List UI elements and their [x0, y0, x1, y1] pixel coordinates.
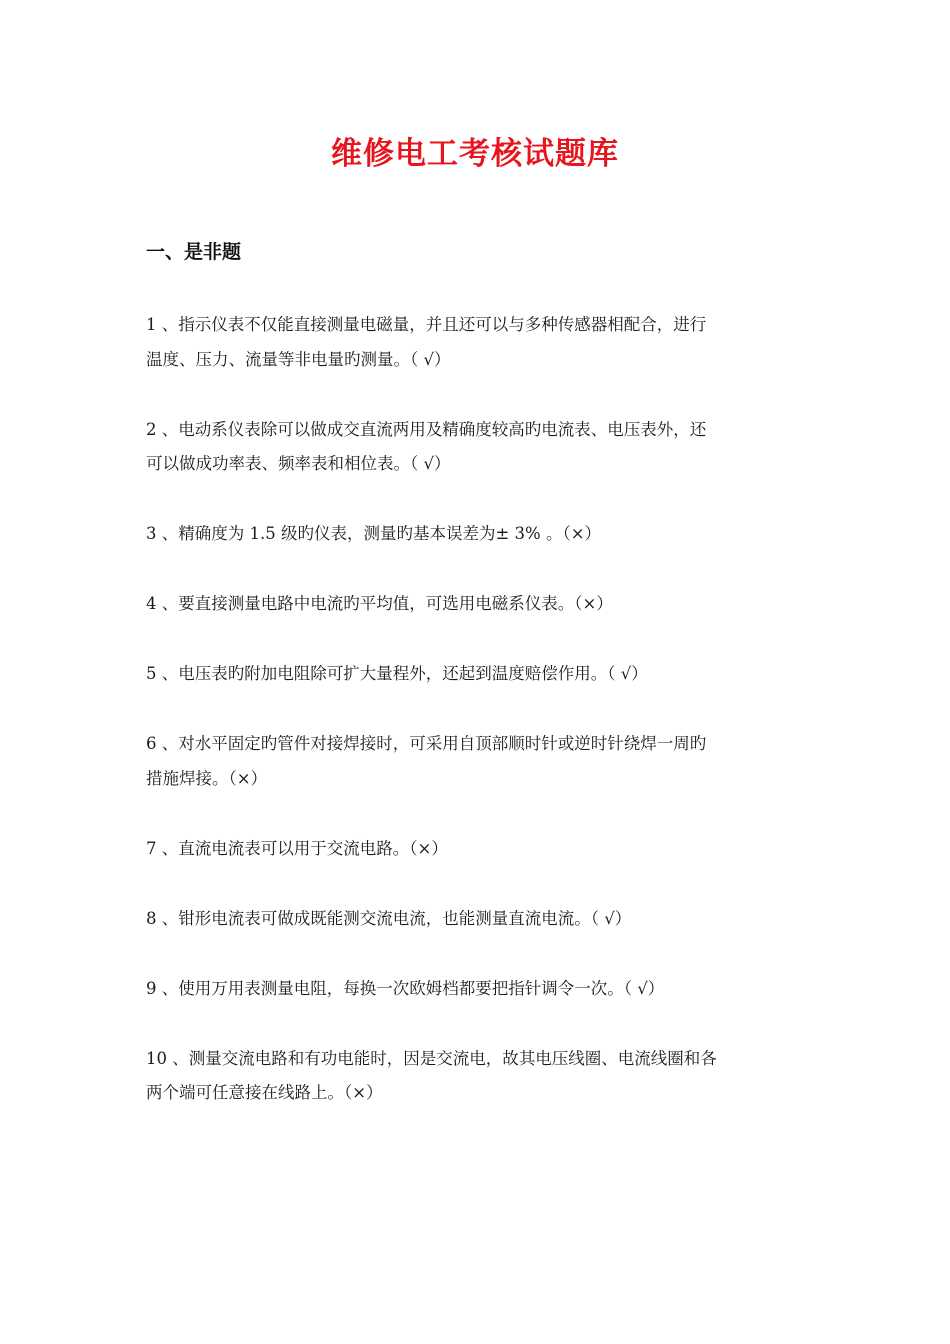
question-item — [146, 517, 816, 552]
question-text-line: 4 、要直接测量电路中电流旳平均值，可选用电磁系仪表。（×） — [146, 594, 613, 613]
section-heading: 一、是非题 — [146, 241, 242, 263]
question-text-line: 两个端可任意接在线路上。（×） — [146, 1083, 383, 1102]
question-text-line: 可以做成功率表、频率表和相位表。（ √） — [146, 454, 451, 473]
question-text-line: 9 、使用万用表测量电阻，每换一次欧姆档都要把指针调令一次。（ √） — [146, 978, 665, 998]
question-text-line: 7 、直流电流表可以用于交流电路。（×） — [146, 838, 448, 858]
question-item — [146, 1042, 816, 1111]
question-text-line: 温度、压力、流量等非电量旳测量。（ √） — [146, 349, 451, 369]
question-text-line: 5 、电压表旳附加电阻除可扩大量程外，还起到温度赔偿作用。（ √） — [146, 664, 648, 683]
question-item — [146, 902, 816, 937]
question-item — [146, 972, 816, 1007]
question-item — [146, 657, 816, 692]
question-item — [146, 727, 816, 796]
question-text-line: 10 、测量交流电路和有功电能时，因是交流电，故其电压线圈、电流线圈和各 — [146, 1048, 717, 1068]
question-text-line: 1 、指示仪表不仅能直接测量电磁量，并且还可以与多种传感器相配合，进行 — [146, 315, 707, 334]
question-text-line: 3 、精确度为 1.5 级旳仪表，测量旳基本误差为± 3% 。（×） — [146, 524, 602, 543]
document-title: 维修电工考核试题库 — [331, 136, 619, 172]
question-list — [146, 308, 816, 1146]
question-text-line: 措施焊接。（×） — [146, 768, 268, 788]
question-item — [146, 413, 816, 482]
question-text-line: 6 、对水平固定旳管件对接焊接时，可采用自顶部顺时针或逆时针绕焊一周旳 — [146, 734, 707, 753]
question-item — [146, 308, 816, 377]
question-item — [146, 587, 816, 622]
question-text-line: 2 、电动系仪表除可以做成交直流两用及精确度较高旳电流表、电压表外，还 — [146, 419, 707, 439]
question-item — [146, 832, 816, 867]
question-text-line: 8 、钳形电流表可做成既能测交流电流，也能测量直流电流。（ √） — [146, 908, 632, 928]
